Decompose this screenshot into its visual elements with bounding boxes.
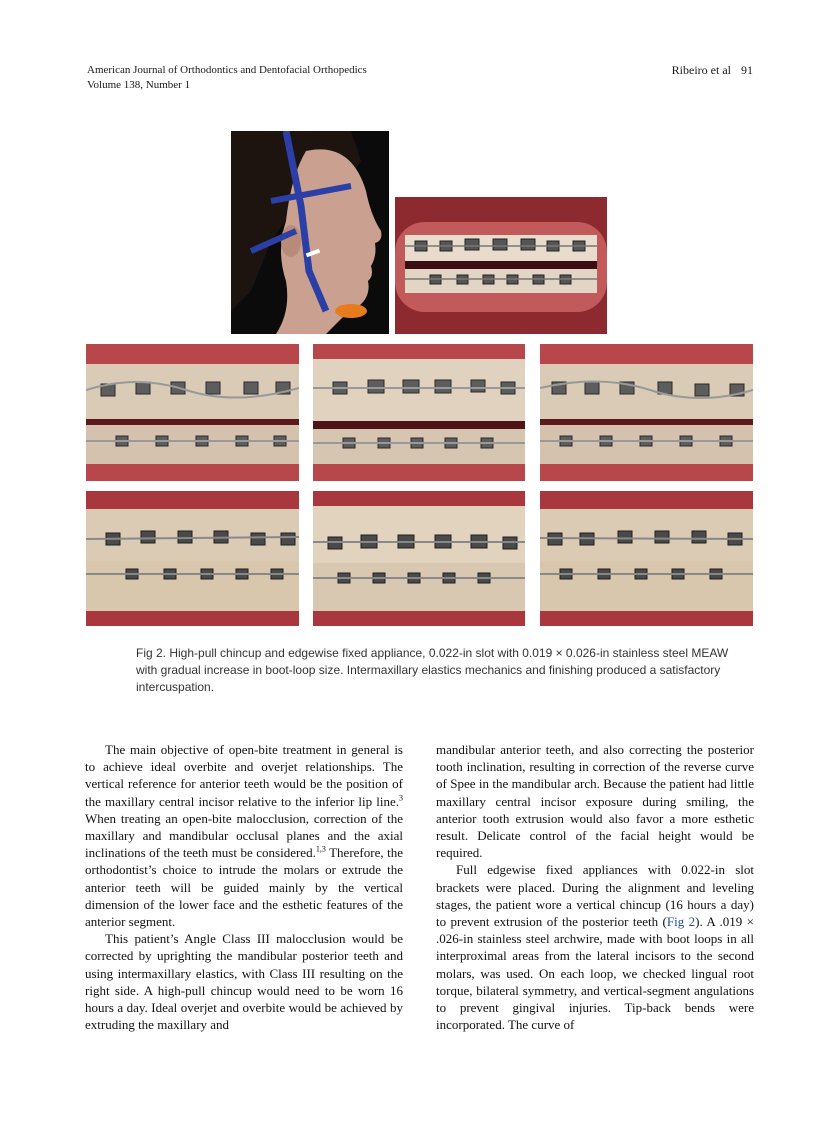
photo-intraoral-frontal-initial xyxy=(313,344,525,481)
photo-smile-frontal xyxy=(395,197,607,334)
page-number: 91 xyxy=(741,63,753,77)
paragraph: mandibular anterior teeth, and also correcting the posterior tooth inclination, resulting in correction of the reverse curve of Spee in the mandibular arch. Because the patient had little maxillary central incisor exposure during smiling, the anterior tooth extrusion would also favor a more esthetic result. Delicate control of the facial height would be required. xyxy=(436,742,754,861)
body-column-right xyxy=(436,741,754,1033)
journal-title: American Journal of Orthodontics and Dentofacial Orthopedics xyxy=(87,64,367,76)
paragraph: Full edgewise fixed appliances with 0.022-in slot brackets were placed. During the alignment and leveling stages, the patient wore a vertical chincup (16 hours a day) to prevent extrusion of the posterior teeth (Fig 2). A .019 × .026-in stainless steel archwire, made with boot loops in all interproximal areas from the lateral incisors to the second molars, was used. On each loop, we checked lingual root torque, bilateral symmetry, and vertical-segment angulations to prevent gingival injuries. Tip-back bends were incorporated. The curve of xyxy=(436,862,754,1033)
journal-volume: Volume 138, Number 1 xyxy=(87,79,191,91)
photo-profile-chincup xyxy=(231,131,389,334)
citation: 1,3 xyxy=(315,844,326,854)
photo-intraoral-frontal-final xyxy=(313,491,525,626)
running-header-right xyxy=(672,63,753,78)
photo-intraoral-left-final xyxy=(540,491,753,626)
paragraph: This patient’s Angle Class III malocclusion would be corrected by uprighting the mandibular posterior teeth and using intermaxillary elastics, with Class III resulting on the right side. A high-pull chincup would need to be worn 16 hours a day. Ideal overjet and overbite would be achieved by extruding the maxillary and xyxy=(85,931,403,1033)
figure-reference-link[interactable]: Fig 2 xyxy=(666,914,696,930)
citation: 3 xyxy=(399,793,403,803)
paragraph: The main objective of open-bite treatment in general is to achieve ideal overbite and overjet relationships. The vertical reference for anterior teeth would be the position of the maxillary central incisor relative to the inferior lip line.$^3$ When treating an open-bite malocclusion, correction of the maxillary and mandibular occlusal planes and the axial inclinations of the teeth must be considered.$^{1,3}$ Therefore, the orthodontist’s choice to intrude the molars or extrude the anterior teeth will be guided mainly by the vertical dimension of the lower face and the esthetic features of the anterior segment. xyxy=(85,742,403,930)
photo-intraoral-right-final xyxy=(86,491,299,626)
photo-intraoral-left-initial xyxy=(540,344,753,481)
author-label: Ribeiro et al xyxy=(671,63,731,77)
body-column-left xyxy=(85,741,403,1033)
figure-caption: Fig 2. High-pull chincup and edgewise fixed appliance, 0.022-in slot with 0.019 × 0.026-in stainless steel MEAW with gradual increase in boot-loop size. Intermaxillary elastics mechanics and finishing produced a satisfactory intercuspation. xyxy=(136,646,729,694)
running-header-left xyxy=(87,63,367,93)
photo-intraoral-right-initial xyxy=(86,344,299,481)
